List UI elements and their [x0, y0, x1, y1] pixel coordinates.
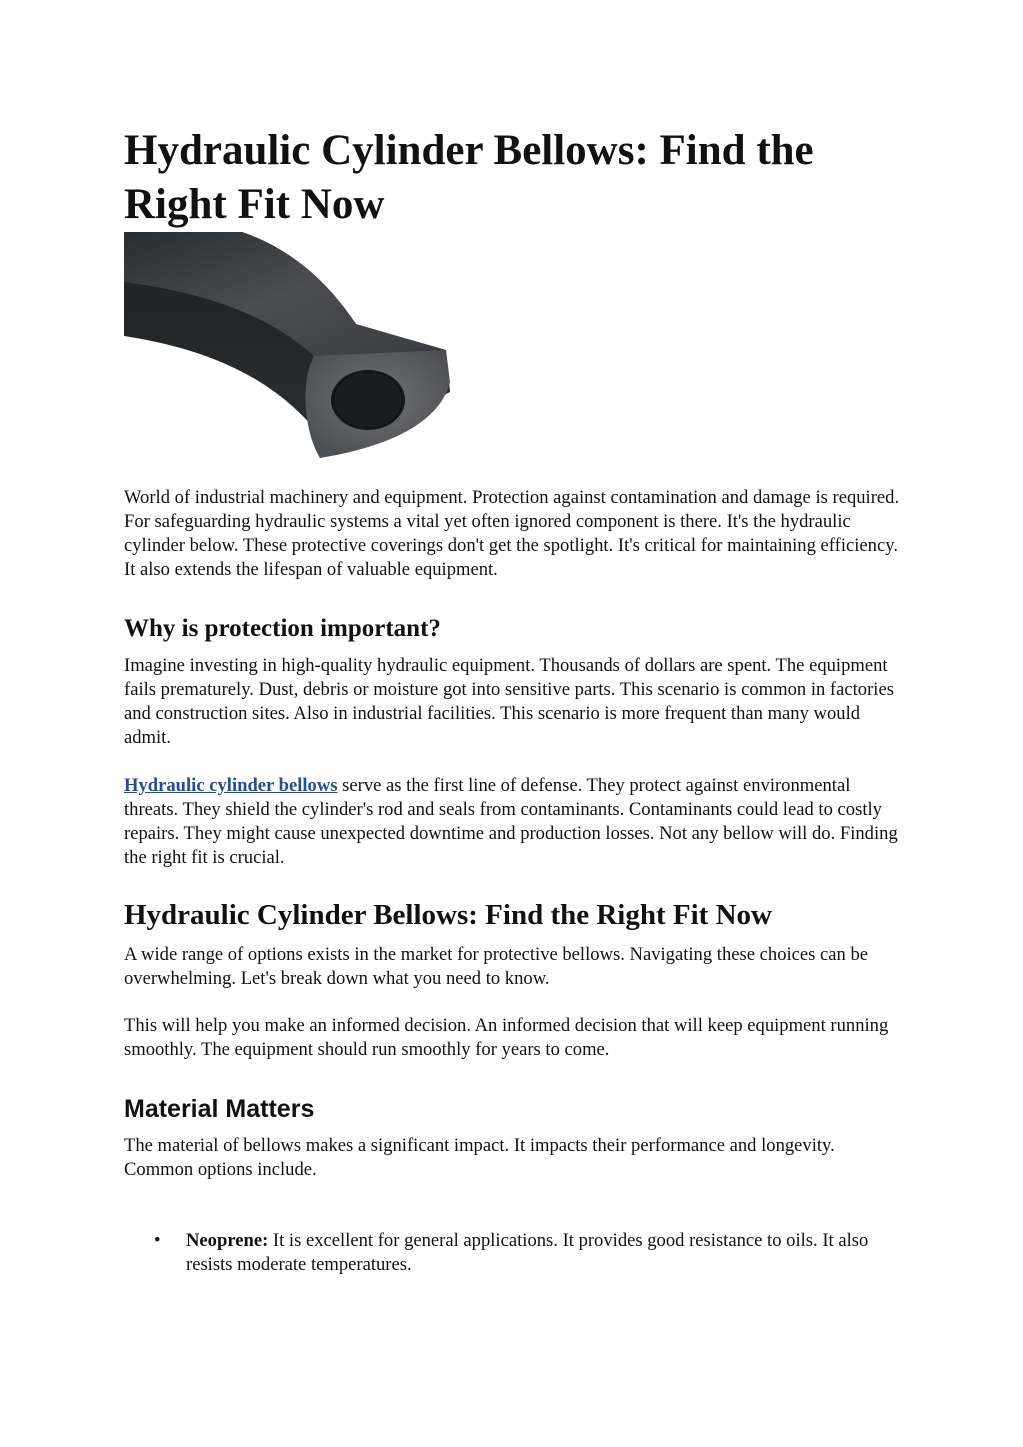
material-heading: Material Matters [124, 1095, 315, 1123]
fit-heading: Hydraulic Cylinder Bellows: Find the Right Fit Now [124, 899, 772, 931]
option-text: It is excellent for general applications. It provides good resistance to oils. It also resists moderate temperatures. [186, 1230, 869, 1275]
article-title: Hydraulic Cylinder Bellows: Find the Right Fit Now [124, 127, 814, 228]
bellows-defense-paragraph [124, 774, 904, 870]
intro-paragraph: World of industrial machinery and equipment. Protection against contamination and damage is required. For safeguarding hydraulic systems a vital yet often ignored component is there. It's the hydraulic cylinder below. These protective coverings don't get the spotlight. It's critical for maintaining efficiency. It also extends the lifespan of valuable equipment. [124, 487, 900, 580]
hydraulic-cylinder-bellows-link[interactable]: Hydraulic cylinder bellows [124, 775, 338, 796]
rubber-seal-profile-image [124, 232, 454, 460]
option-term: Neoprene: [186, 1230, 269, 1251]
material-paragraph: The material of bellows makes a significant impact. It impacts their performance and longevity. Common options include. [124, 1135, 835, 1180]
fit-paragraph-1: A wide range of options exists in the market for protective bellows. Navigating these choices can be overwhelming. Let's break down what you need to know. [124, 944, 869, 989]
bullet-icon: • [154, 1230, 161, 1251]
why-paragraph: Imagine investing in high-quality hydraulic equipment. Thousands of dollars are spent. The equipment fails prematurely. Dust, debris or moisture got into sensitive parts. This scenario is common in factories and construction sites. Also in industrial facilities. This scenario is more frequent than many would admit. [124, 655, 894, 748]
bellows-defense-text: serve as the first line of defense. They protect against environmental threats. They shield the cylinder's rod and seals from contaminants. Contaminants could lead to costly repairs. They might cause unexpected downtime and production losses. Not any bellow will do. Finding the right fit is crucial. [124, 775, 898, 868]
material-options-list [124, 1229, 904, 1277]
list-item [124, 1229, 886, 1277]
fit-paragraph-2: This will help you make an informed decision. An informed decision that will keep equipment running smoothly. The equipment should run smoothly for years to come. [124, 1015, 889, 1060]
why-heading: Why is protection important? [124, 615, 441, 642]
